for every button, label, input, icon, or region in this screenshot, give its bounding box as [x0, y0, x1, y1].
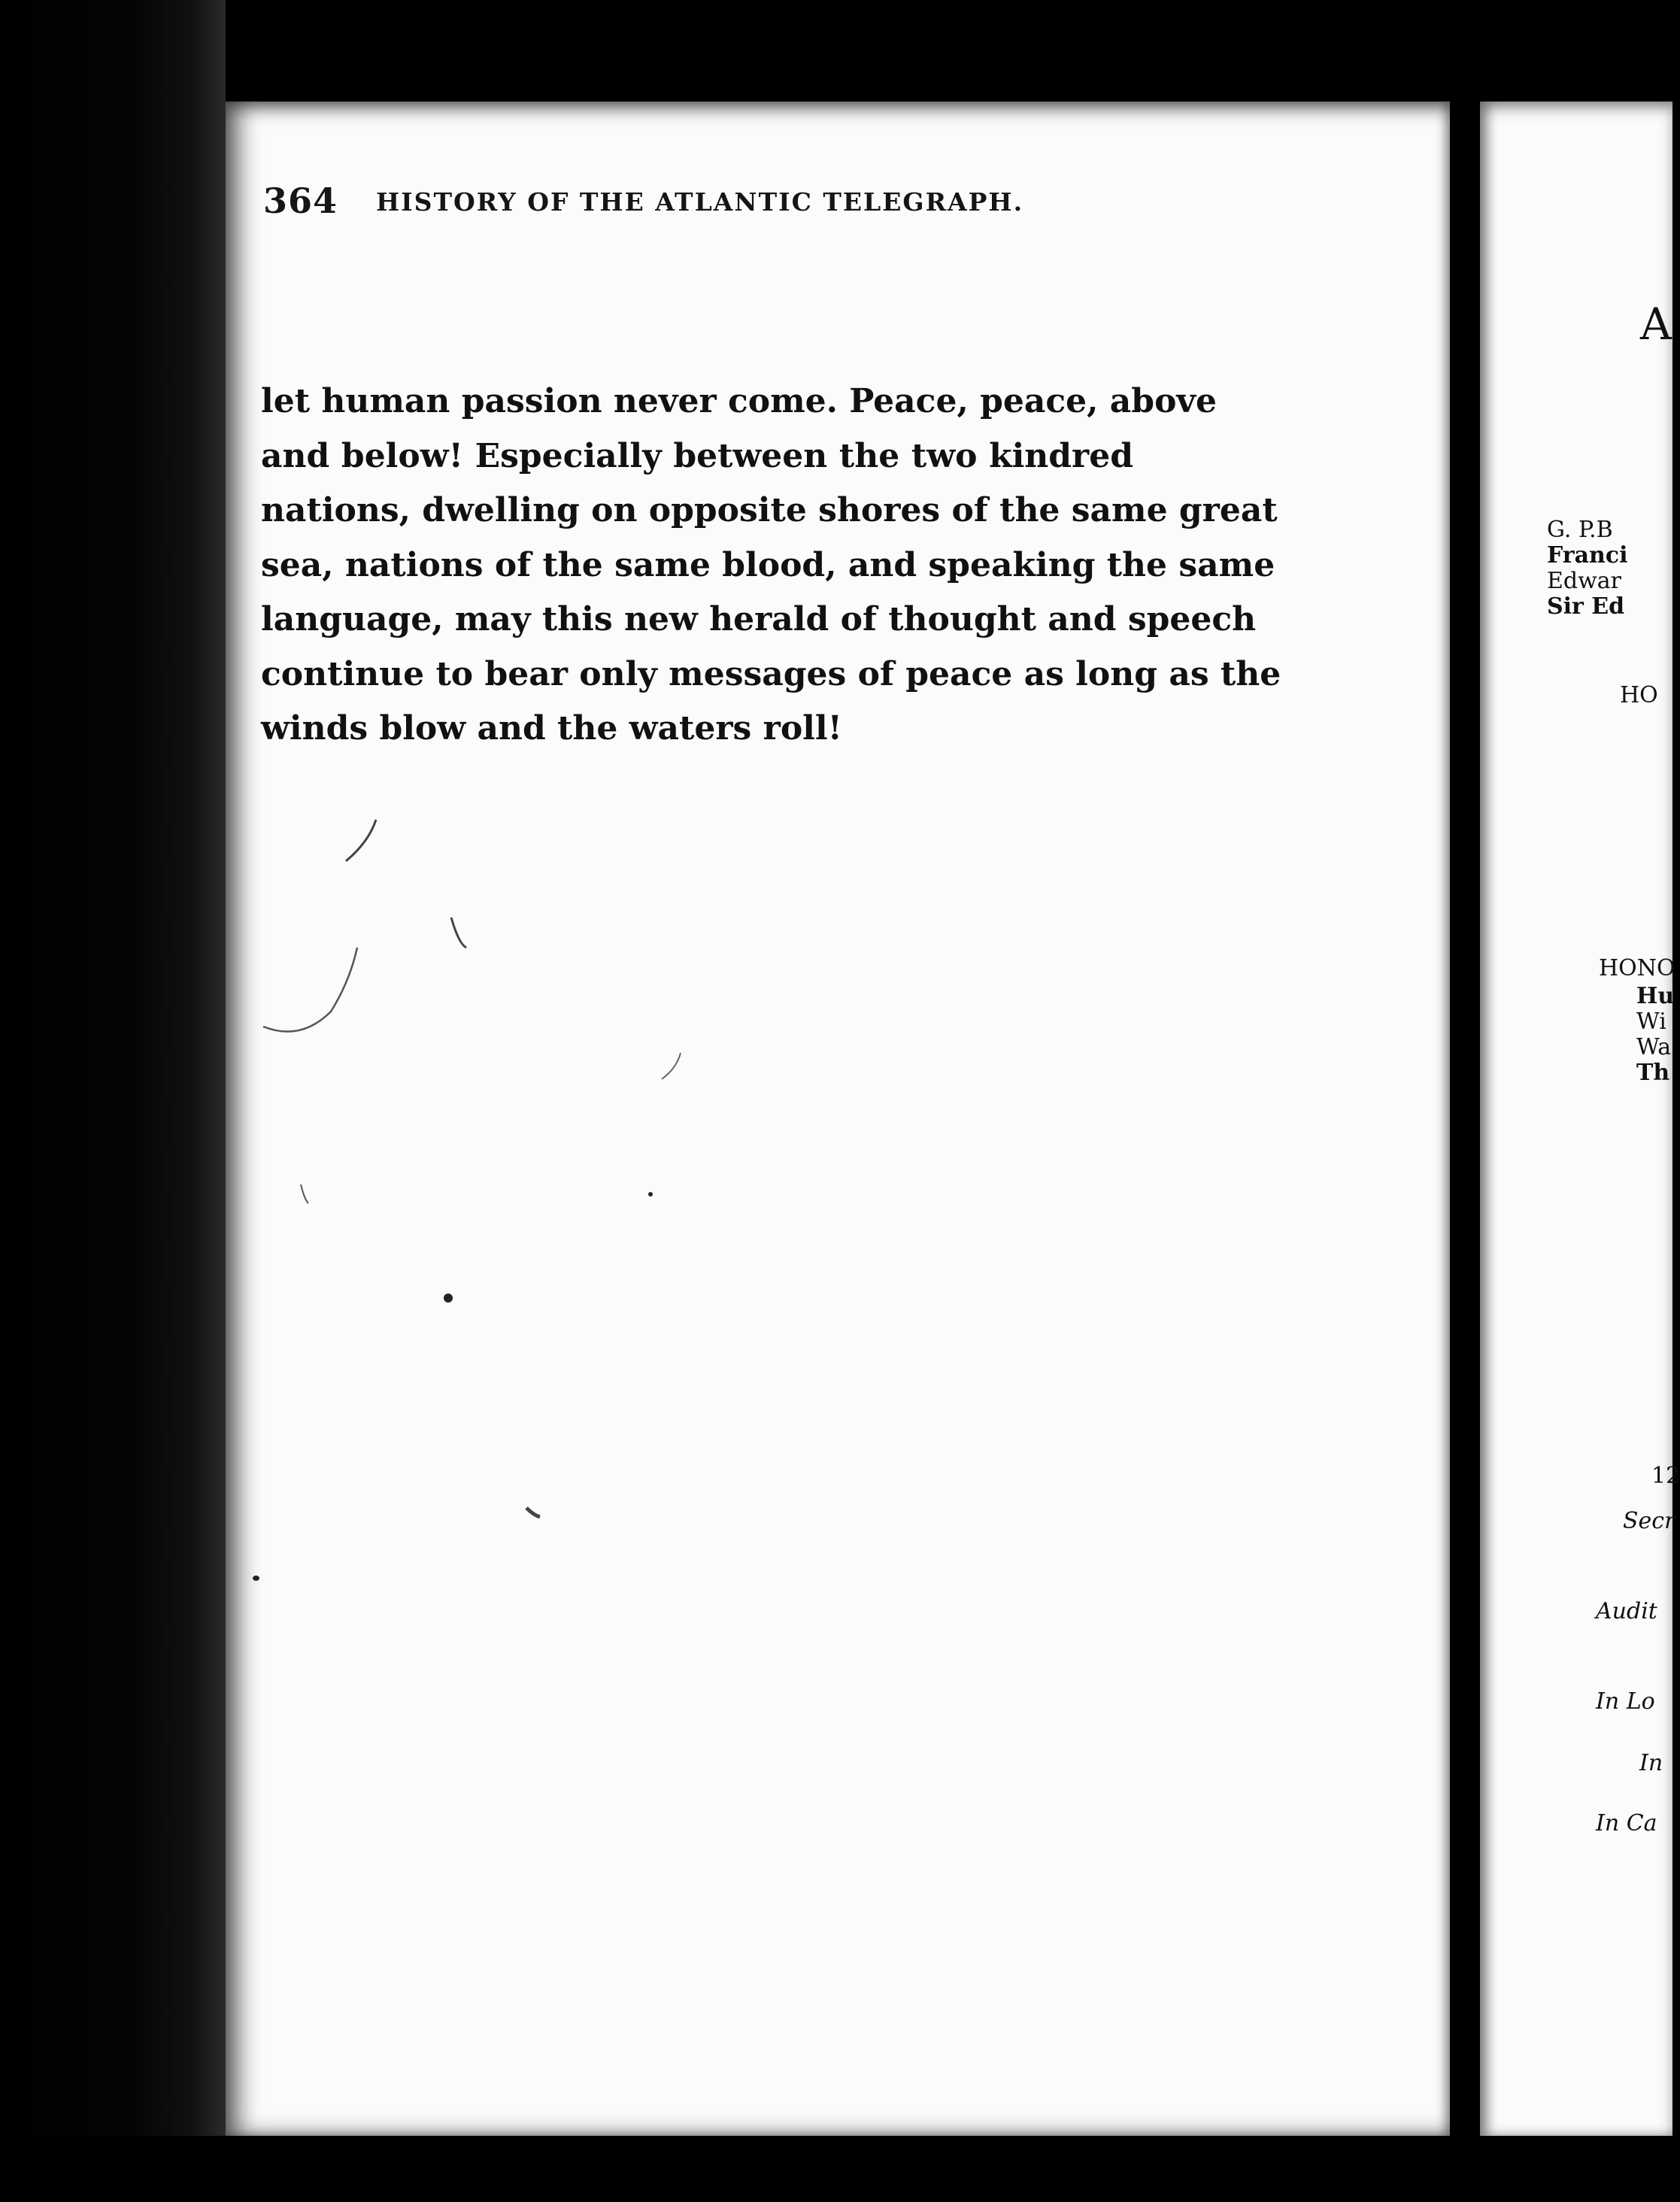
- right-page-list-item: Hu: [1636, 983, 1675, 1009]
- right-page-list-item: Wi: [1636, 1008, 1666, 1035]
- running-head: [263, 180, 1316, 226]
- right-page-italic-line: In Ca: [1596, 1810, 1657, 1837]
- right-page-name: Edwar: [1547, 568, 1622, 594]
- right-page-name: G. P.B: [1547, 517, 1613, 543]
- right-page-name: Franci: [1547, 542, 1628, 569]
- right-page-heading: A: [1640, 299, 1672, 350]
- text-line: winds blow and the waters roll!: [261, 709, 842, 748]
- page-gutter: [1450, 90, 1480, 2151]
- right-page-italic-line: Audit: [1596, 1598, 1657, 1624]
- right-page-name: Sir Ed: [1547, 593, 1625, 620]
- right-page-section: HONO: [1599, 955, 1675, 981]
- right-page-italic-line: In Lo: [1596, 1688, 1655, 1715]
- text-line: nations, dwelling on opposite shores of the same great: [261, 491, 1278, 529]
- text-line: continue to bear only messages of peace as long as the: [261, 654, 1281, 693]
- text-line: let human passion never come. Peace, peace, above: [261, 382, 1217, 420]
- right-page-list-item: Th: [1636, 1060, 1670, 1086]
- book-edge-shadow: [0, 0, 226, 2202]
- text-line: and below! Especially between the two kindred: [261, 436, 1133, 475]
- right-page-italic-line: In: [1639, 1750, 1663, 1776]
- right-page-number: 12: [1651, 1463, 1680, 1489]
- right-page-section: HO: [1620, 682, 1658, 708]
- bottom-scan-border: [0, 2136, 1672, 2202]
- right-page-list-item: Wa: [1636, 1034, 1672, 1060]
- right-page: [1480, 102, 1680, 2136]
- page-number: 364: [263, 180, 338, 221]
- text-line: language, may this new herald of thought and speech: [261, 600, 1257, 638]
- body-paragraph: [261, 375, 1281, 757]
- right-page-italic-line: Secr: [1623, 1508, 1675, 1534]
- running-title: HISTORY OF THE ATLANTIC TELEGRAPH.: [376, 187, 1024, 217]
- text-line: sea, nations of the same blood, and speaking the same: [261, 545, 1275, 584]
